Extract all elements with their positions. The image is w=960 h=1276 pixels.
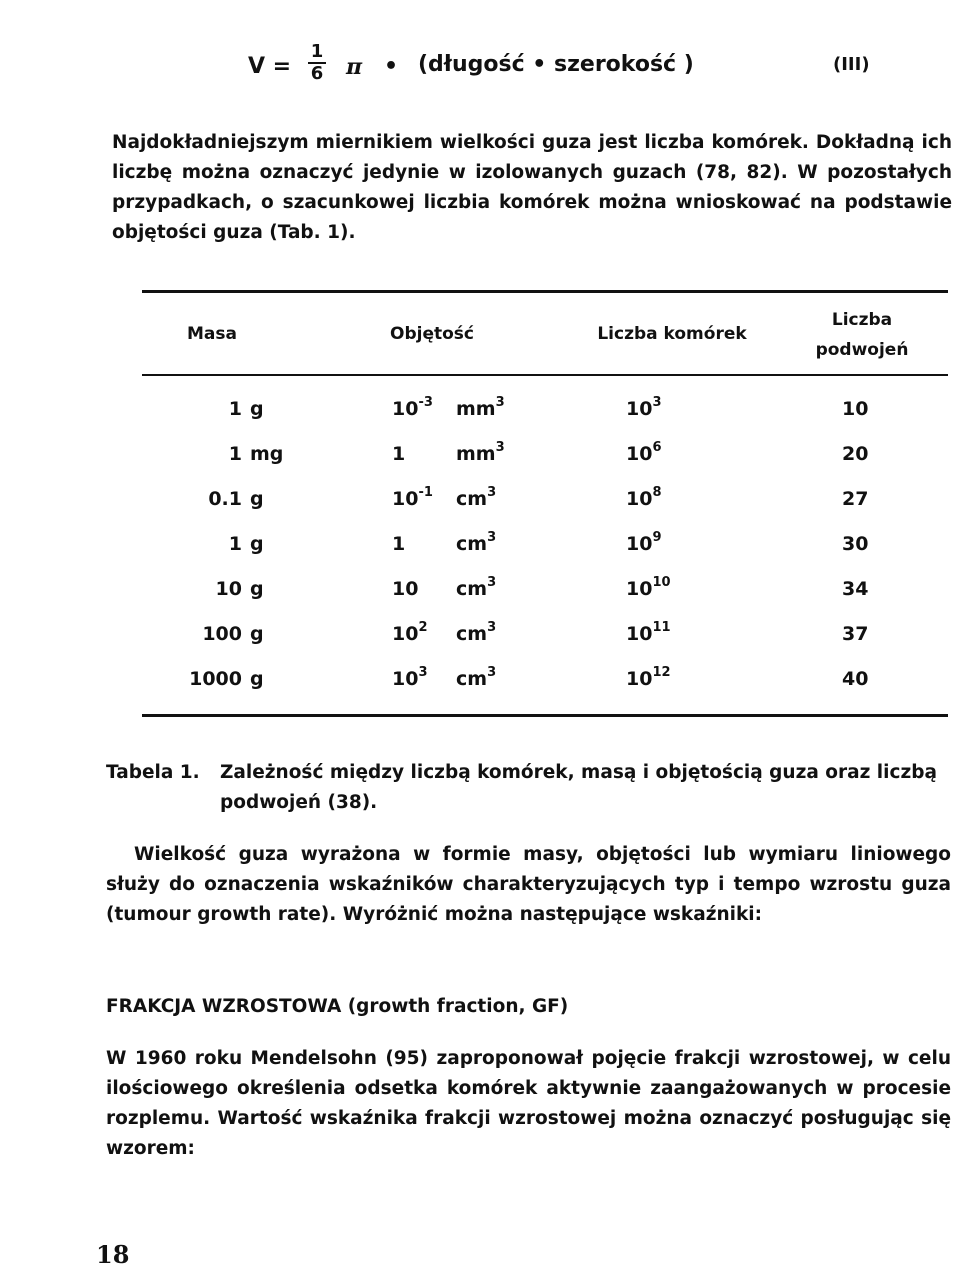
- cell-count-exponent: 6: [652, 440, 662, 455]
- mass-unit: mg: [250, 443, 284, 465]
- formula-fraction: [308, 42, 326, 84]
- doublings-value: 27: [842, 488, 869, 510]
- mass-unit: g: [250, 533, 264, 555]
- header-doublings-line1: Liczba: [831, 310, 893, 330]
- paragraph-indicators: Wielkość guza wyrażona w formie masy, objętości lub wymiaru liniowego służy do oznaczenia wskaźników charakteryzujących typ i tempo wzrostu guza (tumour growth rate). Wyróżnić można następujące wskaźniki:: [106, 844, 951, 925]
- table-row: [142, 395, 948, 442]
- volume-cell: [392, 395, 552, 420]
- cell-count-base: 10: [626, 533, 653, 555]
- volume-number: [392, 395, 456, 420]
- volume-base: 1: [392, 443, 406, 465]
- volume-unit-exponent: 3: [487, 665, 497, 680]
- volume-cell: [392, 665, 552, 690]
- mass-value: 1: [228, 398, 242, 420]
- doublings-value: 40: [842, 668, 869, 690]
- volume-number: [392, 533, 456, 555]
- table-header-rule: [142, 374, 948, 376]
- table-caption: [106, 758, 956, 818]
- volume-base: 1: [392, 533, 406, 555]
- volume-number: [392, 485, 456, 510]
- caption-line1: Zależność między liczbą komórek, masą i objętością guza oraz liczbą: [220, 762, 937, 783]
- header-volume: Objętość: [390, 324, 474, 344]
- volume-unit-exponent: 3: [487, 530, 497, 545]
- cell-count: [626, 665, 746, 690]
- cell-count-exponent: 11: [652, 620, 671, 635]
- cell-count: [626, 620, 746, 645]
- mass-unit: g: [250, 488, 264, 510]
- pi-symbol: π: [346, 54, 363, 80]
- cell-count-exponent: 3: [652, 395, 662, 410]
- doublings-value: 34: [842, 578, 869, 600]
- volume-unit-exponent: 3: [487, 620, 497, 635]
- mass-value: 1: [228, 533, 242, 555]
- cell-count-base: 10: [626, 623, 653, 645]
- mass-unit: g: [250, 623, 264, 645]
- tumor-size-table: [142, 290, 948, 720]
- mass-value: 0.1: [208, 488, 242, 510]
- mass-unit: g: [250, 668, 264, 690]
- volume-unit-exponent: 3: [487, 575, 497, 590]
- doublings-value: 30: [842, 533, 869, 555]
- volume-unit: cm: [456, 623, 488, 645]
- cell-count-exponent: 8: [652, 485, 662, 500]
- mass-unit: g: [250, 578, 264, 600]
- volume-unit-exponent: 3: [495, 440, 505, 455]
- doublings-value: 10: [842, 398, 869, 420]
- cell-count: [626, 575, 746, 600]
- multiply-dot: •: [384, 54, 399, 79]
- volume-cell: [392, 620, 552, 645]
- volume-base: 10: [392, 668, 419, 690]
- volume-unit-exponent: 3: [495, 395, 505, 410]
- table-row: [142, 620, 948, 667]
- cell-count: [626, 440, 746, 465]
- volume-unit-exponent: 3: [487, 485, 497, 500]
- formula-lhs: V =: [248, 54, 292, 79]
- volume-unit: cm: [456, 488, 488, 510]
- cell-count-base: 10: [626, 488, 653, 510]
- formula-parenthetical: (długość • szerokość ): [418, 52, 694, 77]
- volume-number: [392, 443, 456, 465]
- mass-unit: g: [250, 398, 264, 420]
- mass-value: 10: [215, 578, 242, 600]
- cell-count: [626, 395, 746, 420]
- volume-unit: mm: [456, 443, 496, 465]
- header-cells: Liczba komórek: [597, 324, 747, 344]
- volume-unit: mm: [456, 398, 496, 420]
- cell-count: [626, 530, 746, 555]
- caption-line2: podwojeń (38).: [220, 792, 378, 813]
- volume-exponent: -3: [418, 395, 433, 410]
- volume-cell: [392, 485, 552, 510]
- volume-cell: [392, 530, 552, 555]
- cell-count-base: 10: [626, 443, 653, 465]
- cell-count: [626, 485, 746, 510]
- table-row: [142, 665, 948, 712]
- table-bottom-rule: [142, 714, 948, 717]
- table-row: [142, 485, 948, 532]
- table-row: [142, 575, 948, 622]
- cell-count-base: 10: [626, 398, 653, 420]
- volume-base: 10: [392, 623, 419, 645]
- mass-value: 100: [202, 623, 242, 645]
- doublings-value: 37: [842, 623, 869, 645]
- volume-exponent: -1: [418, 485, 433, 500]
- volume-cell: [392, 440, 552, 465]
- fraction-denominator: 6: [310, 63, 324, 84]
- cell-count-base: 10: [626, 668, 653, 690]
- volume-number: [392, 665, 456, 690]
- volume-number: [392, 620, 456, 645]
- volume-base: 10: [392, 398, 419, 420]
- page-number: 18: [96, 1240, 130, 1269]
- mass-value: 1000: [189, 668, 242, 690]
- caption-label: Tabela 1.: [106, 762, 200, 783]
- volume-unit: cm: [456, 533, 488, 555]
- volume-number: [392, 578, 456, 600]
- table-row: [142, 440, 948, 487]
- volume-base: 10: [392, 488, 419, 510]
- cell-count-exponent: 9: [652, 530, 662, 545]
- table-top-rule: [142, 290, 948, 293]
- header-doublings-line2: podwojeń: [815, 340, 909, 360]
- doublings-value: 20: [842, 443, 869, 465]
- volume-base: 10: [392, 578, 419, 600]
- equation-number: (III): [833, 54, 870, 75]
- section-heading: FRAKCJA WZROSTOWA (growth fraction, GF): [106, 996, 569, 1017]
- cell-count-exponent: 10: [652, 575, 671, 590]
- header-mass: Masa: [187, 324, 237, 344]
- paragraph-intro: Najdokładniejszym miernikiem wielkości guza jest liczba komórek. Dokładną ich liczbę można oznaczyć jedynie w izolowanych guzach (78, 82). W pozostałych przypadkach, o szacunkowej liczbia komórek można wnioskować na podstawie objętości guza (Tab. 1).: [112, 132, 952, 243]
- volume-exponent: 2: [418, 620, 428, 635]
- volume-exponent: 3: [418, 665, 428, 680]
- table-row: [142, 530, 948, 577]
- fraction-numerator: 1: [308, 42, 326, 64]
- cell-count-base: 10: [626, 578, 653, 600]
- cell-count-exponent: 12: [652, 665, 671, 680]
- mass-value: 1: [228, 443, 242, 465]
- volume-unit: cm: [456, 668, 488, 690]
- volume-formula: [228, 42, 888, 102]
- volume-unit: cm: [456, 578, 488, 600]
- volume-cell: [392, 575, 552, 600]
- paragraph-growth-fraction: W 1960 roku Mendelsohn (95) zaproponował pojęcie frakcji wzrostowej, w celu ilościowego określenia odsetka komórek aktywnie zaangażowanych w procesie rozplemu. Wartość wskaźnika frakcji wzrostowej można oznaczyć posługując się wzorem:: [106, 1048, 951, 1159]
